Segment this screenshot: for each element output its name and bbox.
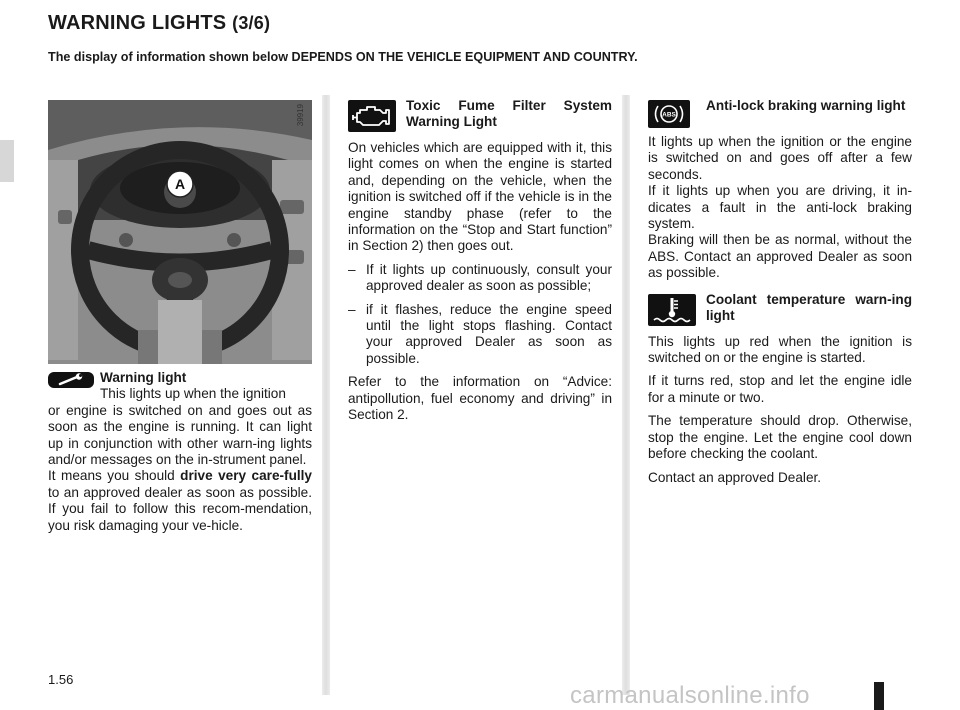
- toxic-fume-bullet-1: If it lights up continuously, consult your approved dealer as soon as possible;: [366, 261, 612, 294]
- equipment-notice: The display of information shown below DEPENDS ON THE VEHICLE EQUIPMENT AND COUNTRY.: [48, 50, 638, 64]
- warning-light-advice-pre: It means you should: [48, 468, 181, 484]
- toxic-fume-section: [348, 98, 612, 431]
- coolant-paragraph-1: This lights up red when the ignition is switched on or the engine is started.: [648, 333, 912, 366]
- photo-reference-code: 39919: [296, 104, 305, 127]
- toxic-fume-title: Toxic Fume Filter System Warning Light: [406, 98, 612, 130]
- warning-light-advice-bold: drive very care-fully: [180, 468, 312, 484]
- list-item: [348, 302, 612, 368]
- dash-marker: –: [348, 301, 356, 317]
- coolant-paragraph-3: The temperature should drop. Otherwise, stop the engine. Let the engine cool down before checking the coolant.: [648, 413, 912, 462]
- coolant-section: [648, 292, 912, 486]
- abs-paragraph-1: It lights up when the ignition or the engine is switched on and goes off after a few seconds.: [648, 134, 912, 182]
- right-column: [648, 98, 912, 493]
- toxic-fume-paragraph-1: On vehicles which are equipped with it, this light comes on when the engine is started and, depending on the vehicle, when the ignition is switched off if the vehicle is in the engine standby phase (refer to the information on the “Stop and Start function” in Section 2) then goes out.: [348, 140, 612, 254]
- coolant-paragraph-2: If it turns red, stop and let the engine idle for a minute or two.: [648, 373, 912, 405]
- abs-icon-text: ABS: [662, 111, 676, 119]
- page-title-text: WARNING LIGHTS: [48, 12, 227, 34]
- photo-callout-a: A: [174, 176, 186, 192]
- toxic-fume-paragraph-2: Refer to the information on “Advice: antipollution, fuel economy and driving” in Section 2.: [348, 374, 612, 423]
- page-number: 1.56: [48, 672, 74, 687]
- abs-section: [648, 98, 912, 282]
- warning-light-first-line: This lights up when the ignition: [100, 386, 286, 402]
- page-title: [48, 12, 270, 35]
- abs-paragraph-3: Braking will then be as normal, without the ABS. Contact an approved Dealer as soon as possible.: [648, 232, 912, 281]
- dashboard-photo: [48, 100, 312, 364]
- abs-icon: [648, 100, 690, 132]
- dash-marker: –: [348, 261, 356, 277]
- coolant-title: Coolant temperature warn-ing light: [706, 291, 912, 324]
- toxic-fume-bullet-2: if it flashes, reduce the engine speed until the light stops flashing. Contact your approved Dealer as soon as possible.: [366, 301, 612, 366]
- abs-paragraph-2: If it lights up when you are driving, it in-dicates a fault in the anti-lock braking system.: [648, 183, 912, 232]
- coolant-temperature-icon: [648, 294, 696, 330]
- list-item: [348, 262, 612, 295]
- warning-light-title: Warning light: [100, 370, 187, 385]
- section-tab: [0, 140, 14, 182]
- engine-icon: [348, 100, 396, 136]
- warning-light-body: or engine is switched on and goes out as soon as the engine is running. It can light up in conjunction with other warn-ing lights and/or messages on the in-strument panel.: [48, 402, 312, 468]
- warning-light-section: [48, 370, 312, 534]
- site-watermark: carmanualsonline.info: [570, 682, 810, 709]
- abs-title: Anti-lock braking warning light: [706, 98, 906, 113]
- page-title-part: (3/6): [232, 13, 271, 33]
- column-divider: [322, 95, 330, 695]
- wrench-icon: [48, 372, 94, 392]
- warning-light-advice-post: to an approved dealer as soon as possible. If you fail to follow this recom-mendation, you risk damaging your ve-hicle.: [48, 484, 312, 533]
- page-corner-mark: [874, 682, 884, 710]
- coolant-paragraph-4: Contact an approved Dealer.: [648, 469, 822, 485]
- column-divider: [622, 95, 630, 695]
